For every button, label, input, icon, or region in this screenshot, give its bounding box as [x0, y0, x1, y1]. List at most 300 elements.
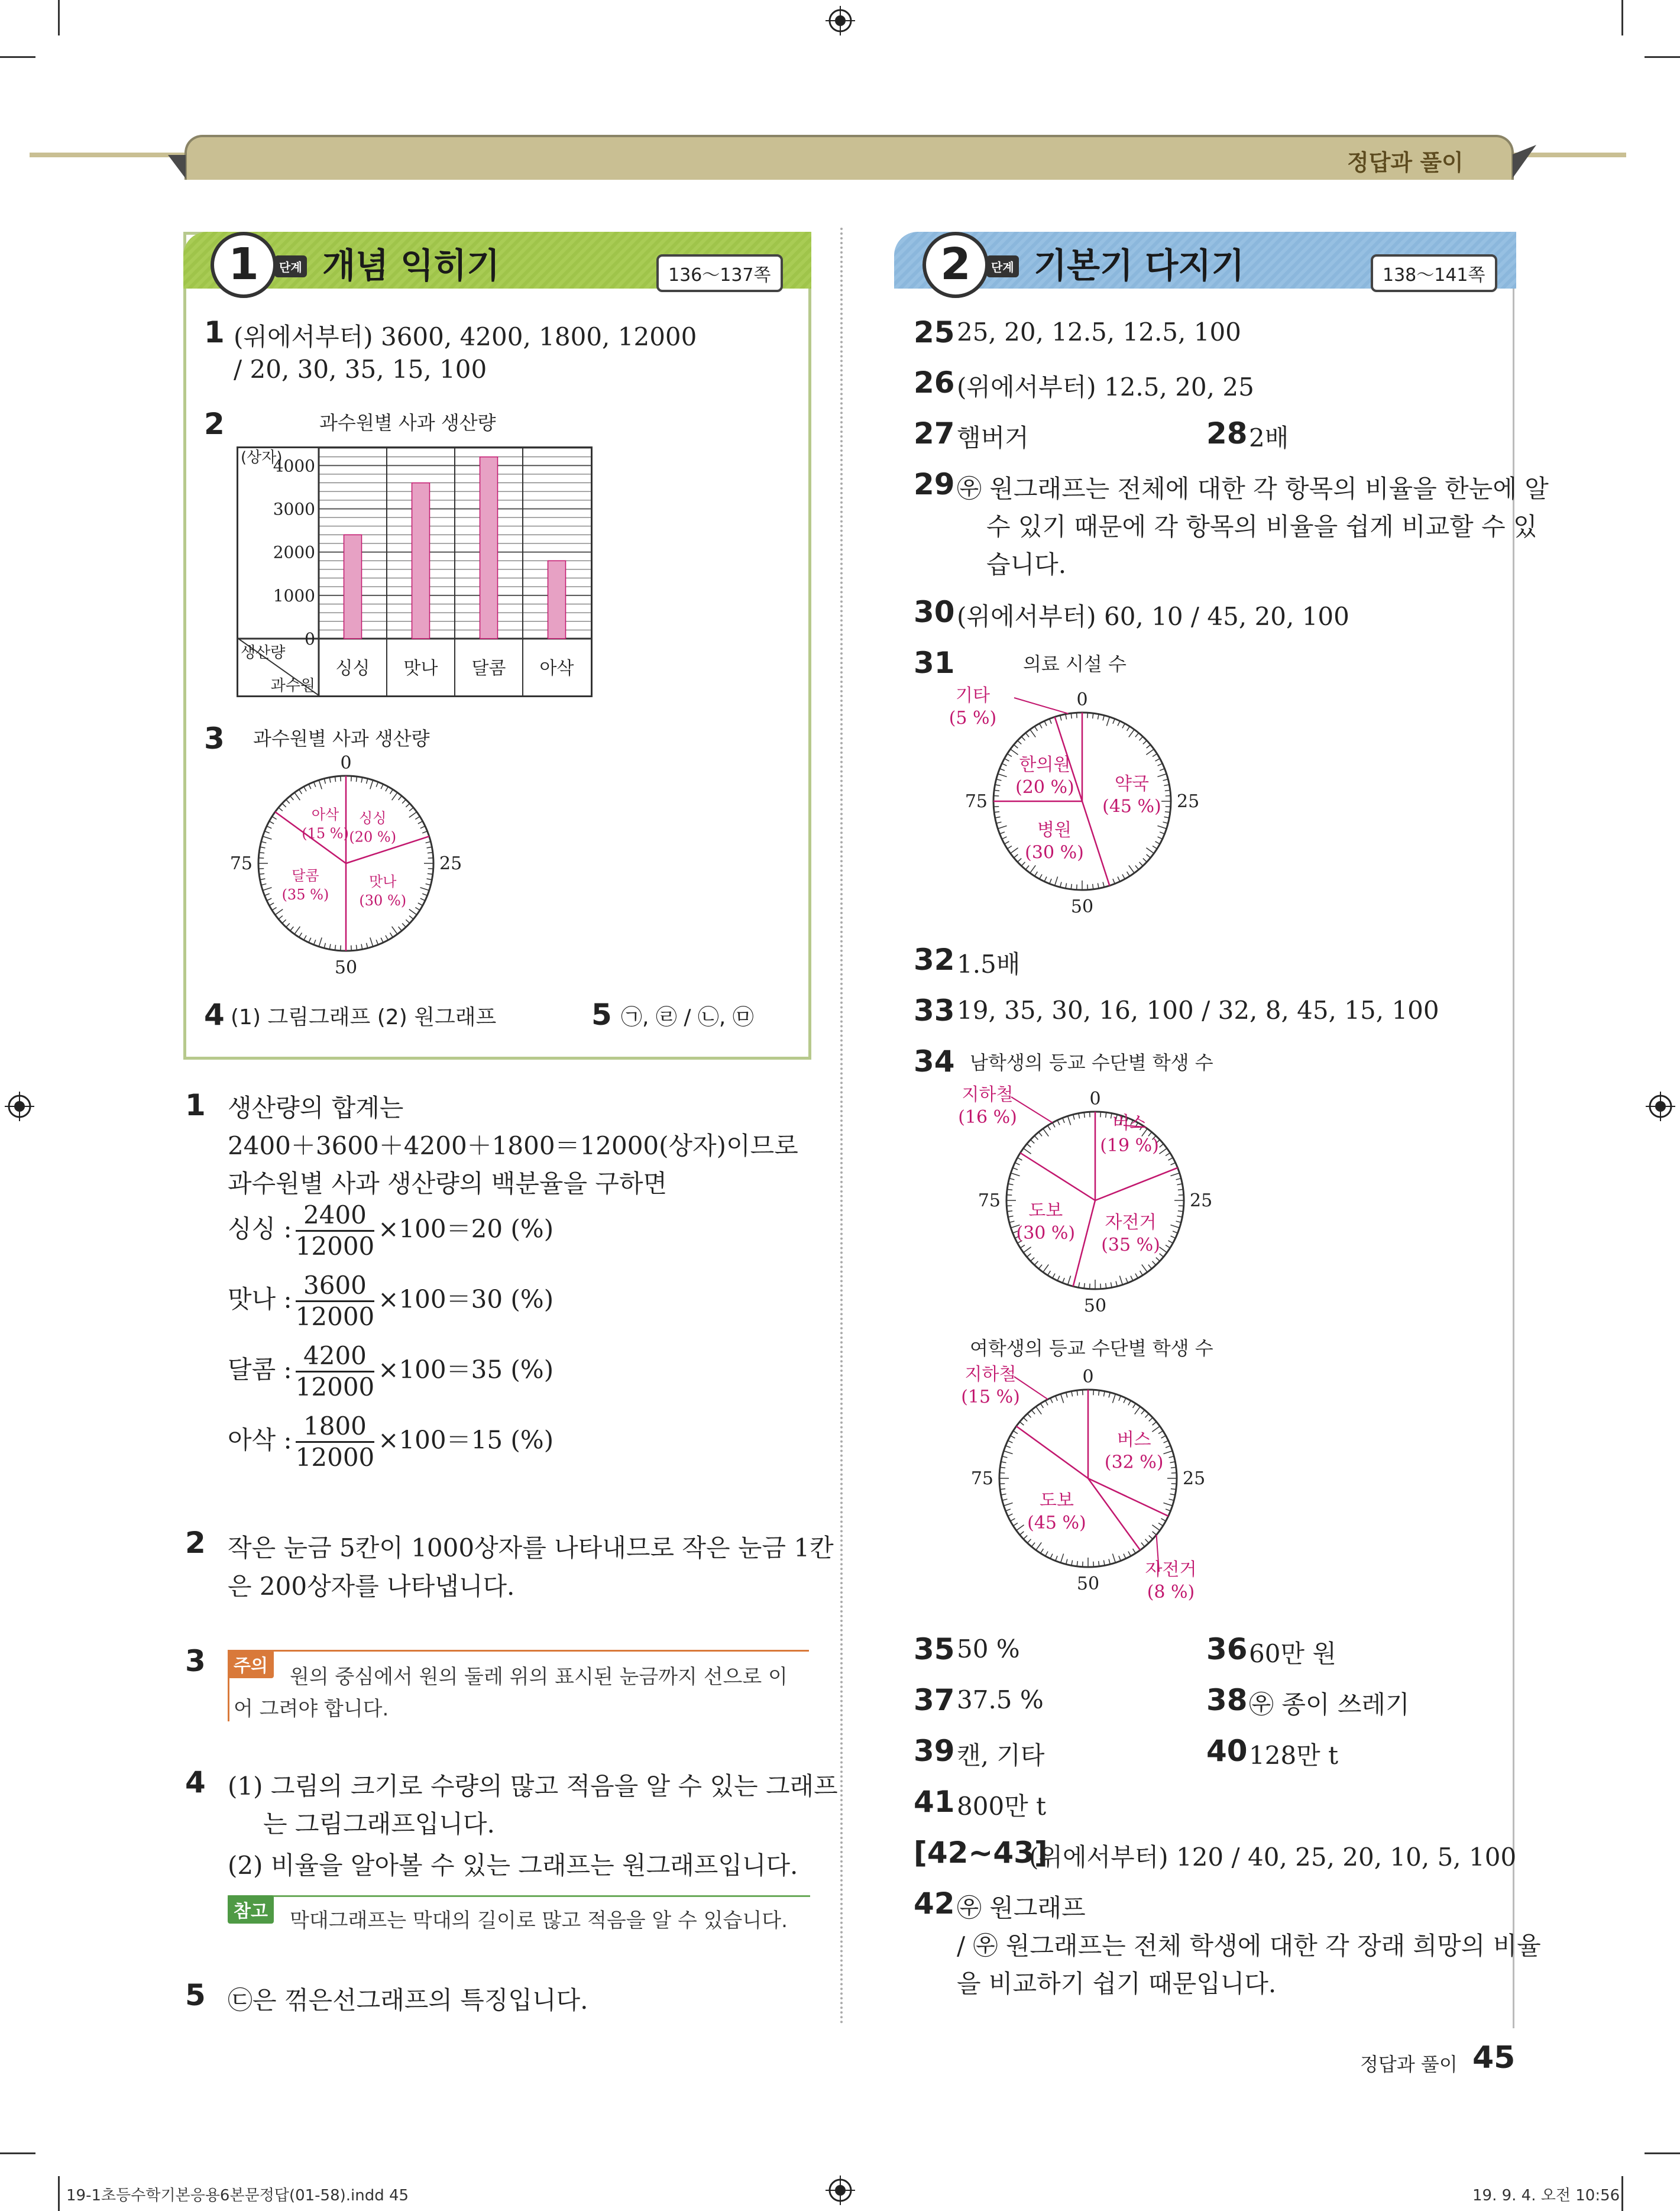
scale-tick	[1066, 1393, 1067, 1398]
scale-tick	[1142, 1264, 1147, 1272]
slice-name: 도보	[1028, 1200, 1063, 1222]
scale-tick	[1116, 1281, 1117, 1287]
caution-line1: 원의 중심에서 원의 둘레 위의 표시된 눈금까지 선으로 이	[290, 1665, 788, 1689]
q42-line2: / ㉾ 원그래프는 전체 학생에 대한 각 장래 희망의 비율	[957, 1931, 1541, 1960]
slice-name: 맛나	[369, 873, 397, 891]
scale-tick	[1179, 1195, 1184, 1196]
numerator: 1800	[296, 1412, 375, 1443]
pie34b-title: 여학생의 등교 수단별 학생 수	[970, 1337, 1213, 1359]
scale-tick	[1112, 1394, 1115, 1403]
print-date: 19. 9. 4. 오전 10:56	[1472, 2187, 1620, 2204]
numerator: 2400	[296, 1200, 375, 1232]
slice-boundary	[1088, 1478, 1168, 1516]
scale-tick	[1056, 1556, 1057, 1561]
scale-tick	[1126, 1278, 1128, 1283]
scale-tick	[260, 879, 266, 880]
scale-tick	[290, 927, 294, 931]
page-number: 45	[1472, 2040, 1516, 2076]
y-tick-label: 4000	[273, 456, 315, 476]
scale-tick	[1100, 1112, 1101, 1117]
footer-label: 정답과 풀이	[1360, 2053, 1458, 2076]
denominator: 12000	[295, 1232, 375, 1261]
scale-tick	[1143, 859, 1147, 862]
pie34a-chart	[940, 1073, 1224, 1322]
corner-bottom-label: 과수원	[270, 677, 315, 695]
expl3-number: 3	[185, 1644, 206, 1678]
bar-맛나	[412, 483, 430, 639]
q33-answer: 19, 35, 30, 16, 100 / 32, 8, 45, 15, 100	[957, 996, 1439, 1025]
slice-percent: (8 %)	[1147, 1582, 1195, 1603]
scale-tick	[1166, 796, 1171, 797]
pie-tick-label: 0	[1082, 1367, 1094, 1387]
scale-tick	[1045, 1552, 1048, 1556]
scale-tick	[294, 927, 300, 934]
scale-tick	[1017, 1525, 1024, 1530]
slice-name: 지하철	[964, 1364, 1017, 1385]
y-tick-label: 0	[305, 629, 315, 649]
scale-tick	[1036, 1407, 1041, 1414]
q39-answer: 캔, 기타	[957, 1741, 1045, 1770]
scale-tick	[1008, 1216, 1014, 1217]
scale-tick	[390, 789, 393, 794]
q26-answer: (위에서부터) 12.5, 20, 25	[957, 373, 1254, 402]
scale-tick	[1060, 882, 1061, 888]
scale-tick	[1031, 1140, 1035, 1143]
scale-tick	[1157, 774, 1166, 777]
scale-tick	[409, 916, 413, 920]
q2-number: 2	[204, 407, 225, 441]
scale-tick	[1006, 1509, 1011, 1511]
x-tick-label: 싱싱	[335, 658, 370, 679]
slice-boundary	[1017, 1426, 1088, 1478]
scale-tick	[329, 778, 331, 783]
scale-tick	[1140, 862, 1143, 866]
expl2-line1: 작은 눈금 5칸이 1000상자를 나타내므로 작은 눈금 1칸	[228, 1533, 834, 1562]
scale-tick	[1113, 719, 1115, 724]
q42-line1: ㉾ 원그래프	[957, 1893, 1086, 1922]
pie-tick-label: 0	[1089, 1089, 1101, 1109]
scale-tick	[420, 888, 429, 891]
scale-tick	[1133, 1549, 1136, 1553]
q38-answer: ㉾ 종이 쓰레기	[1249, 1690, 1410, 1719]
scale-tick	[1068, 1276, 1071, 1284]
scale-tick	[1124, 1554, 1126, 1559]
scale-tick	[279, 808, 283, 811]
pie-tick-label: 75	[964, 791, 988, 812]
scale-tick	[406, 920, 410, 923]
scale-tick	[1157, 826, 1166, 828]
registration-mark-icon	[826, 2176, 855, 2205]
slice-percent: (15 %)	[961, 1387, 1020, 1407]
scale-tick	[261, 841, 267, 843]
scale-tick	[1015, 1163, 1019, 1165]
pie34a-title: 남학생의 등교 수단별 학생 수	[970, 1051, 1213, 1074]
expl1-line2: 2400＋3600＋4200＋1800＝12000(상자)이므로	[228, 1131, 798, 1160]
scale-tick	[420, 898, 425, 901]
scale-tick	[272, 817, 277, 820]
scale-tick	[1041, 1549, 1044, 1553]
scale-tick	[1158, 763, 1163, 766]
scale-tick	[1005, 759, 1009, 761]
scale-tick	[1147, 854, 1151, 858]
scale-tick	[309, 784, 311, 789]
scale-tick	[1034, 1136, 1038, 1140]
scale-tick	[1030, 865, 1035, 873]
caution-tag: 주의	[228, 1650, 274, 1678]
scale-tick	[279, 916, 283, 920]
slice-name: 자전거	[1145, 1559, 1197, 1580]
y-tick-label: 3000	[273, 499, 315, 519]
scale-tick	[1143, 740, 1147, 744]
slice-percent: (20 %)	[1015, 777, 1074, 798]
scale-tick	[264, 831, 269, 833]
bar-달콤	[480, 457, 498, 639]
scale-tick	[1035, 726, 1038, 731]
scale-tick	[329, 944, 331, 950]
pie-tick-label: 0	[1076, 689, 1088, 710]
scale-tick	[1153, 1532, 1157, 1535]
scale-tick	[1129, 730, 1134, 737]
scale-tick	[1063, 1278, 1064, 1283]
scale-tick	[376, 940, 378, 944]
slice-percent: (5 %)	[949, 708, 997, 729]
scale-tick	[1035, 872, 1038, 876]
scale-tick	[1061, 1553, 1064, 1562]
scale-tick	[1005, 841, 1009, 844]
scale-tick	[1044, 877, 1047, 882]
scale-tick	[1034, 1261, 1038, 1265]
scale-tick	[1140, 737, 1143, 741]
scale-tick	[1038, 1132, 1042, 1136]
scale-tick	[1045, 1401, 1048, 1406]
scale-tick	[995, 785, 1001, 786]
slice-percent: (30 %)	[359, 892, 407, 909]
scale-tick	[299, 789, 302, 794]
scale-tick	[1166, 1153, 1170, 1156]
scale-tick	[1163, 822, 1168, 823]
expl1-line1: 생산량의 합계는	[228, 1093, 404, 1122]
scale-tick	[1164, 785, 1170, 786]
caution-tag-wrap	[228, 1650, 274, 1678]
scale-tick	[426, 884, 431, 885]
scale-tick	[1166, 1509, 1170, 1511]
scale-tick	[1066, 1559, 1067, 1565]
scale-tick	[428, 858, 433, 859]
scale-tick	[1008, 1184, 1014, 1185]
slice-name: 버스	[1116, 1429, 1151, 1451]
scale-tick	[1002, 763, 1006, 766]
q26-number: 26	[914, 365, 955, 400]
scale-tick	[309, 938, 311, 943]
header-band	[184, 135, 1514, 180]
slice-percent: (16 %)	[958, 1107, 1017, 1128]
q29-line2: 수 있기 때문에 각 항목의 비율을 쉽게 비교할 수 있	[986, 512, 1537, 541]
scale-tick	[1018, 740, 1022, 744]
scale-tick	[258, 858, 264, 859]
scale-tick	[1160, 832, 1164, 834]
q32-answer: 1.5배	[957, 950, 1021, 979]
scale-tick	[1027, 1254, 1031, 1257]
pie-tick-label: 50	[334, 957, 358, 976]
slice-percent: (32 %)	[1104, 1452, 1164, 1473]
slice-percent: (45 %)	[1102, 796, 1161, 817]
scale-tick	[361, 944, 362, 950]
pie34b-chart	[940, 1360, 1224, 1608]
scale-tick	[1141, 1410, 1145, 1414]
scale-tick	[1009, 1221, 1015, 1222]
slice-name: 병원	[1037, 820, 1072, 841]
scale-tick	[1168, 1241, 1173, 1243]
q35-number: 35	[914, 1632, 955, 1666]
scale-tick	[1129, 865, 1134, 873]
expl2-line2: 은 200상자를 나타냅니다.	[228, 1572, 515, 1601]
stage1-title: 개념 익히기	[322, 245, 500, 286]
scale-tick	[402, 799, 406, 804]
pie31-title: 의료 시설 수	[1023, 653, 1127, 675]
denominator: 12000	[295, 1302, 375, 1331]
scale-tick	[370, 780, 373, 789]
scale-tick	[1011, 848, 1018, 853]
scale-tick	[399, 927, 402, 931]
scale-tick	[1006, 1446, 1011, 1448]
scale-tick	[1019, 1532, 1024, 1535]
scale-tick	[418, 903, 423, 905]
scale-tick	[1166, 1446, 1170, 1448]
scale-tick	[314, 782, 316, 786]
scale-tick	[427, 847, 432, 848]
scale-tick	[1166, 1245, 1170, 1248]
slice-name: 약국	[1114, 773, 1149, 795]
slice-percent: (35 %)	[1101, 1234, 1160, 1255]
q36-number: 36	[1206, 1632, 1248, 1666]
scale-tick	[1161, 1519, 1166, 1521]
scale-tick	[1066, 714, 1067, 720]
row-label: 싱싱 :	[228, 1214, 292, 1244]
q31-number: 31	[914, 646, 955, 680]
registration-mark-icon	[5, 1092, 34, 1121]
scale-tick	[1019, 1422, 1024, 1425]
crop-mark	[1621, 2176, 1623, 2211]
pie-tick-label: 50	[1083, 1296, 1107, 1316]
q29-number: 29	[914, 467, 955, 501]
scale-tick	[267, 898, 271, 901]
scale-tick	[386, 935, 388, 940]
pie-tick-label: 75	[970, 1468, 993, 1489]
scale-tick	[314, 940, 316, 944]
row-label: 맛나 :	[228, 1284, 292, 1314]
q4-number: 4	[204, 998, 225, 1032]
scale-tick	[1127, 872, 1130, 876]
slice-boundary	[1088, 1478, 1140, 1550]
scale-tick	[1103, 716, 1104, 721]
slice-percent: (20 %)	[349, 828, 397, 846]
scale-tick	[1014, 854, 1018, 858]
scale-tick	[261, 884, 267, 885]
scale-tick	[269, 821, 274, 824]
scale-tick	[1013, 1523, 1018, 1526]
scale-tick	[1006, 1195, 1012, 1196]
reference-tag: 참고	[228, 1895, 274, 1924]
q30-answer: (위에서부터) 60, 10 / 45, 20, 100	[957, 602, 1349, 631]
scale-tick	[1087, 713, 1088, 718]
scale-tick	[269, 903, 274, 905]
scale-tick	[1164, 817, 1170, 818]
scale-tick	[998, 774, 1006, 777]
q30-number: 30	[914, 595, 955, 629]
scale-tick	[1118, 877, 1120, 882]
scale-tick	[422, 894, 427, 895]
scale-tick	[1149, 1417, 1153, 1421]
slice-name: 달콤	[292, 867, 319, 884]
callout-line	[1011, 1097, 1053, 1123]
scale-tick	[290, 796, 294, 800]
q25-number: 25	[914, 315, 955, 349]
x-tick-label: 달콤	[471, 658, 506, 679]
scale-tick	[1001, 1462, 1006, 1463]
bar-chart-frame	[237, 446, 593, 697]
scale-tick	[1004, 1503, 1012, 1506]
scale-tick	[1145, 1539, 1149, 1543]
header-arrow-icon	[1513, 145, 1536, 178]
scale-tick	[1048, 1125, 1051, 1130]
scale-tick	[1073, 1115, 1074, 1120]
q33-number: 33	[914, 993, 955, 1028]
q42-43-number: [42~43]	[914, 1836, 1048, 1870]
scale-tick	[1024, 1247, 1031, 1252]
scale-tick	[275, 909, 283, 915]
scale-tick	[1027, 1539, 1031, 1543]
scale-tick	[1149, 1536, 1153, 1539]
scale-tick	[1176, 1179, 1181, 1180]
scale-tick	[367, 779, 368, 784]
scale-tick	[1038, 1265, 1042, 1269]
pie-tick-label: 25	[1183, 1468, 1206, 1489]
scale-tick	[1103, 882, 1104, 888]
scale-tick	[1021, 737, 1025, 741]
scale-tick	[409, 812, 417, 817]
scale-tick	[1119, 1396, 1121, 1401]
scale-tick	[1153, 846, 1157, 849]
row-label: 달콤 :	[228, 1355, 292, 1384]
x-tick-label: 맛나	[403, 658, 438, 679]
expl2-number: 2	[185, 1526, 206, 1560]
scale-tick	[1013, 1431, 1018, 1434]
scale-tick	[993, 796, 999, 797]
scale-tick	[1146, 848, 1154, 853]
scale-tick	[1079, 1283, 1080, 1288]
scale-tick	[1140, 1271, 1143, 1276]
stage2-badge: 2	[922, 232, 989, 298]
scale-tick	[1008, 1514, 1012, 1516]
scale-tick	[1031, 1258, 1035, 1261]
scale-tick	[1008, 1440, 1012, 1443]
scale-tick	[406, 804, 410, 807]
header-arrow-icon	[168, 155, 186, 179]
slice-percent: (35 %)	[281, 886, 329, 903]
slice-name: 자전거	[1105, 1212, 1157, 1233]
scale-tick	[264, 894, 269, 895]
registration-mark-icon	[1646, 1092, 1675, 1121]
scale-tick	[1001, 1494, 1006, 1495]
q42-number: 42	[914, 1886, 955, 1921]
q5-answer: ㉠, ㉣ / ㉡, ㉤	[621, 1005, 754, 1030]
q27-answer: 햄버거	[957, 423, 1029, 452]
bar-아삭	[548, 561, 566, 639]
scale-tick	[1041, 1403, 1044, 1408]
pie-tick-label: 50	[1076, 1574, 1100, 1594]
scale-tick	[390, 933, 393, 937]
scale-tick	[1170, 1462, 1176, 1463]
expl5-text: ㉢은 꺾은선그래프의 특징입니다.	[228, 1986, 588, 2015]
q34-number: 34	[914, 1044, 955, 1079]
scale-tick	[1109, 1559, 1110, 1565]
scale-tick	[1040, 724, 1042, 729]
column-divider	[840, 228, 843, 2025]
scale-tick	[1048, 1271, 1051, 1276]
scale-tick	[1177, 1184, 1183, 1185]
scale-tick	[996, 779, 1002, 781]
scale-tick	[1133, 1403, 1136, 1408]
q37-answer: 37.5 %	[957, 1685, 1044, 1714]
scale-tick	[1036, 1542, 1041, 1550]
scale-tick	[1169, 1456, 1174, 1458]
scale-tick	[1111, 1283, 1112, 1288]
scale-tick	[1072, 1391, 1073, 1397]
scale-tick	[1087, 885, 1088, 890]
scale-tick	[1160, 1144, 1164, 1147]
scale-tick	[370, 938, 373, 947]
scale-tick	[415, 907, 420, 910]
x-tick-label: 아삭	[539, 658, 574, 679]
scale-tick	[426, 841, 431, 843]
scale-tick	[1068, 1116, 1071, 1125]
registration-mark-icon	[826, 6, 855, 35]
q1-number: 1	[204, 315, 225, 349]
scale-tick	[1177, 1216, 1183, 1217]
scale-tick	[361, 778, 362, 783]
denominator: 12000	[295, 1443, 375, 1472]
scale-tick	[1135, 866, 1139, 870]
scale-tick	[1031, 1410, 1035, 1414]
scale-tick	[1119, 1276, 1122, 1284]
scale-tick	[1135, 733, 1139, 737]
q29-line3: 습니다.	[986, 550, 1067, 579]
bar-chart	[238, 448, 591, 695]
scale-tick	[324, 943, 325, 949]
scale-tick	[1171, 1163, 1176, 1165]
scale-tick	[1148, 1265, 1152, 1269]
scale-tick	[1146, 749, 1154, 755]
y-tick-label: 2000	[273, 542, 315, 562]
scale-tick	[1119, 1556, 1121, 1561]
scale-tick	[286, 799, 290, 804]
crop-mark	[58, 2176, 60, 2211]
scale-tick	[1020, 1245, 1025, 1248]
scale-tick	[1007, 846, 1012, 849]
scale-tick	[392, 792, 397, 800]
scale-tick	[304, 786, 306, 791]
scale-tick	[1122, 875, 1125, 879]
slice-percent: (30 %)	[1025, 842, 1084, 863]
scale-tick	[282, 920, 286, 923]
pie-tick-label: 25	[439, 853, 462, 874]
scale-tick	[1061, 1394, 1064, 1403]
pie-tick-label: 0	[340, 753, 352, 773]
scale-tick	[1043, 1129, 1048, 1137]
scale-tick	[1164, 1440, 1168, 1443]
scale-tick	[1155, 759, 1160, 761]
pie3-title: 과수원별 사과 생산량	[253, 727, 430, 750]
